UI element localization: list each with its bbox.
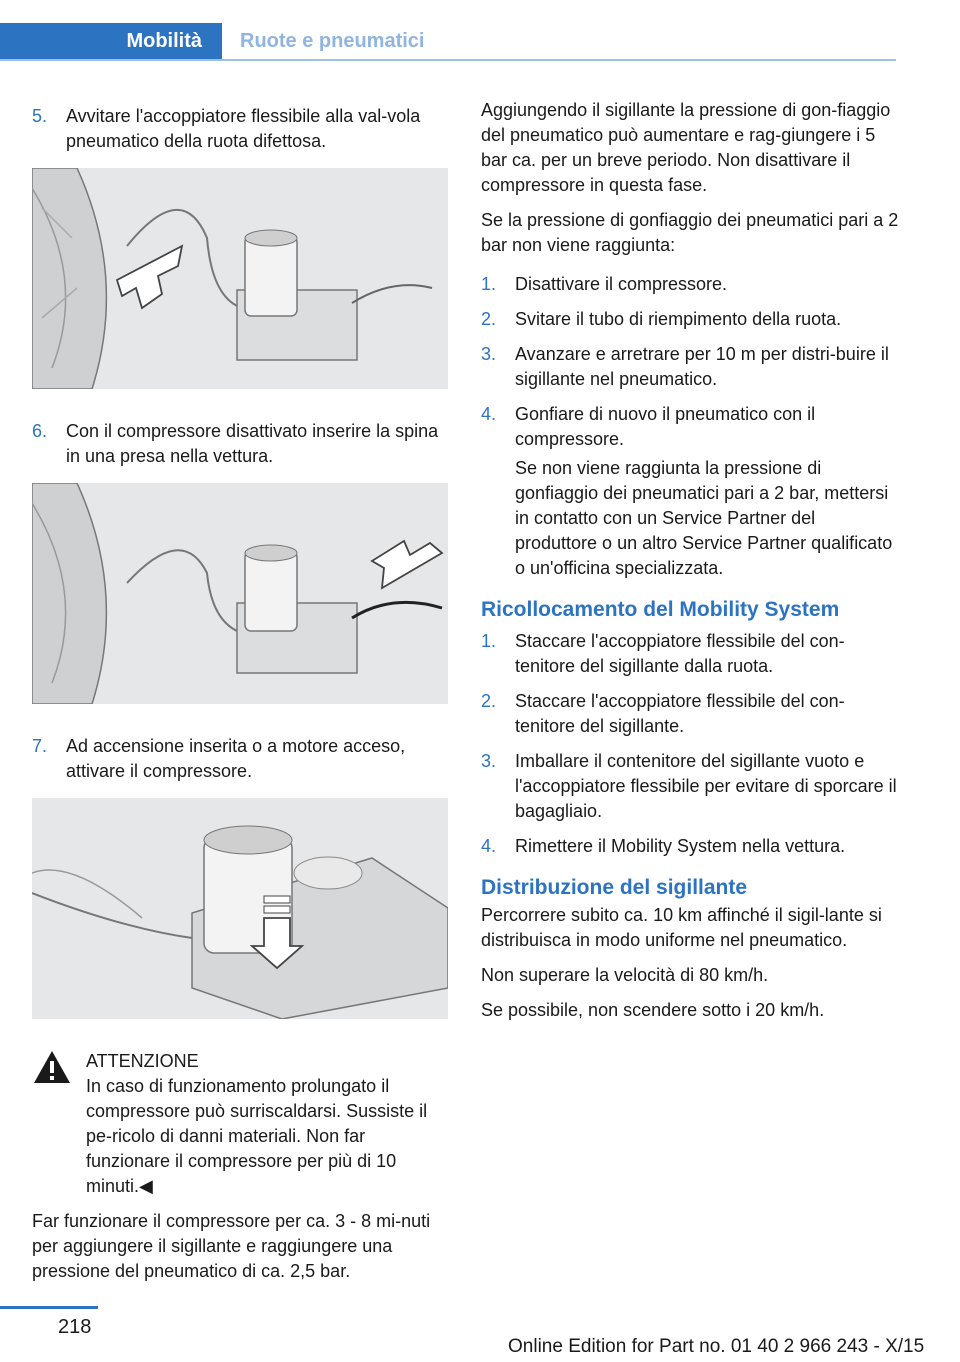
step-text: Disattivare il compressore. — [515, 274, 728, 294]
list-item — [481, 342, 901, 392]
step-text: Svitare il tubo di riempimento della ruota. — [515, 309, 842, 329]
page-header — [0, 23, 896, 61]
step-text: Ad accensione inserita o a motore acceso, attivare il compressore. — [66, 736, 406, 781]
paragraph-drive: Percorrere subito ca. 10 km affinché il sigil‐lante si distribuisca in modo uniforme nel pneumatico. — [481, 905, 882, 950]
step-text: Rimettere il Mobility System nella vettura. — [515, 836, 846, 856]
figure-compressor-switch — [32, 798, 448, 1019]
step-number: 1. — [481, 631, 497, 651]
header-rule — [0, 59, 896, 61]
figure-plug-socket — [32, 483, 448, 704]
illustration-plug — [32, 483, 448, 704]
step-number: 4. — [481, 836, 497, 856]
list-item — [481, 689, 901, 739]
paragraph-run-time: Far funzionare il compressore per ca. 3 - 8 mi‐nuti per aggiungere il sigillante e raggiungere una pressione del pneumatico di ca. 2,5 bar. — [32, 1211, 431, 1281]
list-item — [481, 629, 901, 679]
warning-block — [32, 1049, 450, 1199]
edition-footer: Online Edition for Part no. 01 40 2 966 243 - X/15 — [508, 1336, 925, 1357]
step-number: 3. — [481, 344, 497, 364]
step-subtext: Se non viene raggiunta la pressione di gonfiaggio dei pneumatici pari a 2 bar, mettersi in contatto con un Service Partner del produttore o un altro Service Partner qualificato o un'officina specializzata. — [515, 458, 893, 578]
list-item — [481, 272, 901, 297]
step-text: Con il compressore disattivato inserire la spina in una presa nella vettura. — [66, 421, 439, 466]
step-text: Staccare l'accoppiatore flessibile del con‐tenitore del sigillante. — [515, 691, 845, 736]
step-6 — [32, 419, 450, 469]
step-text: Gonfiare di nuovo il pneumatico con il compressore. — [515, 404, 816, 449]
left-column — [32, 104, 450, 1294]
paragraph-pressure-increase: Aggiungendo il sigillante la pressione di gon‐fiaggio del pneumatico può aumentare e rag‐giungere i 5 bar ca. per un breve periodo. Non disattivare il compressore in questa fase. — [481, 100, 891, 195]
chapter-label: Mobilità — [126, 30, 202, 52]
page-number-rule — [0, 1306, 98, 1309]
paragraph-min-speed: Se possibile, non scendere sotto i 20 km/h. — [481, 1000, 825, 1020]
chapter-tab-active — [0, 23, 222, 61]
warning-body: In caso di funzionamento prolungato il compressore può surriscaldarsi. Sussiste il pe‐ricolo di danni materiali. Non far funzionare il compressore per più di 10 minuti.◀ — [86, 1076, 428, 1196]
figure-valve-connection — [32, 168, 448, 389]
step-number: 5. — [32, 106, 48, 126]
illustration-wheel-compressor — [32, 168, 448, 389]
list-item — [481, 834, 901, 859]
illustration-compressor-closeup — [32, 798, 448, 1019]
step-5 — [32, 104, 450, 154]
step-number: 1. — [481, 274, 497, 294]
list-item — [481, 749, 901, 824]
step-number: 4. — [481, 404, 497, 424]
paragraph-pressure-not-reached: Se la pressione di gonfiaggio dei pneumatici pari a 2 bar non viene raggiunta: — [481, 210, 899, 255]
warning-triangle-icon — [32, 1049, 72, 1085]
step-number: 6. — [32, 421, 48, 441]
heading-ricollocamento: Ricollocamento del Mobility System — [481, 598, 840, 621]
heading-distribuzione: Distribuzione del sigillante — [481, 876, 748, 899]
list-pressure-steps — [481, 272, 901, 581]
step-number: 2. — [481, 691, 497, 711]
step-number: 2. — [481, 309, 497, 329]
page-number: 218 — [58, 1316, 92, 1338]
warning-title: ATTENZIONE — [86, 1051, 199, 1071]
list-item — [481, 402, 901, 581]
list-item — [481, 307, 901, 332]
step-number: 3. — [481, 751, 497, 771]
step-text: Staccare l'accoppiatore flessibile del con‐tenitore del sigillante dalla ruota. — [515, 631, 845, 676]
paragraph-max-speed: Non superare la velocità di 80 km/h. — [481, 965, 769, 985]
step-text: Imballare il contenitore del sigillante vuoto e l'accoppiatore flessibile per evitare di sporcare il bagagliaio. — [515, 751, 897, 821]
step-text: Avvitare l'accoppiatore flessibile alla val‐vola pneumatico della ruota difettosa. — [66, 106, 421, 151]
step-number: 7. — [32, 736, 48, 756]
warning-text — [32, 1074, 450, 1199]
step-7 — [32, 734, 450, 784]
section-label: Ruote e pneumatici — [240, 30, 425, 52]
step-text: Avanzare e arretrare per 10 m per distri‐buire il sigillante nel pneumatico. — [515, 344, 889, 389]
right-column — [481, 98, 901, 1033]
list-storage-steps — [481, 629, 901, 859]
